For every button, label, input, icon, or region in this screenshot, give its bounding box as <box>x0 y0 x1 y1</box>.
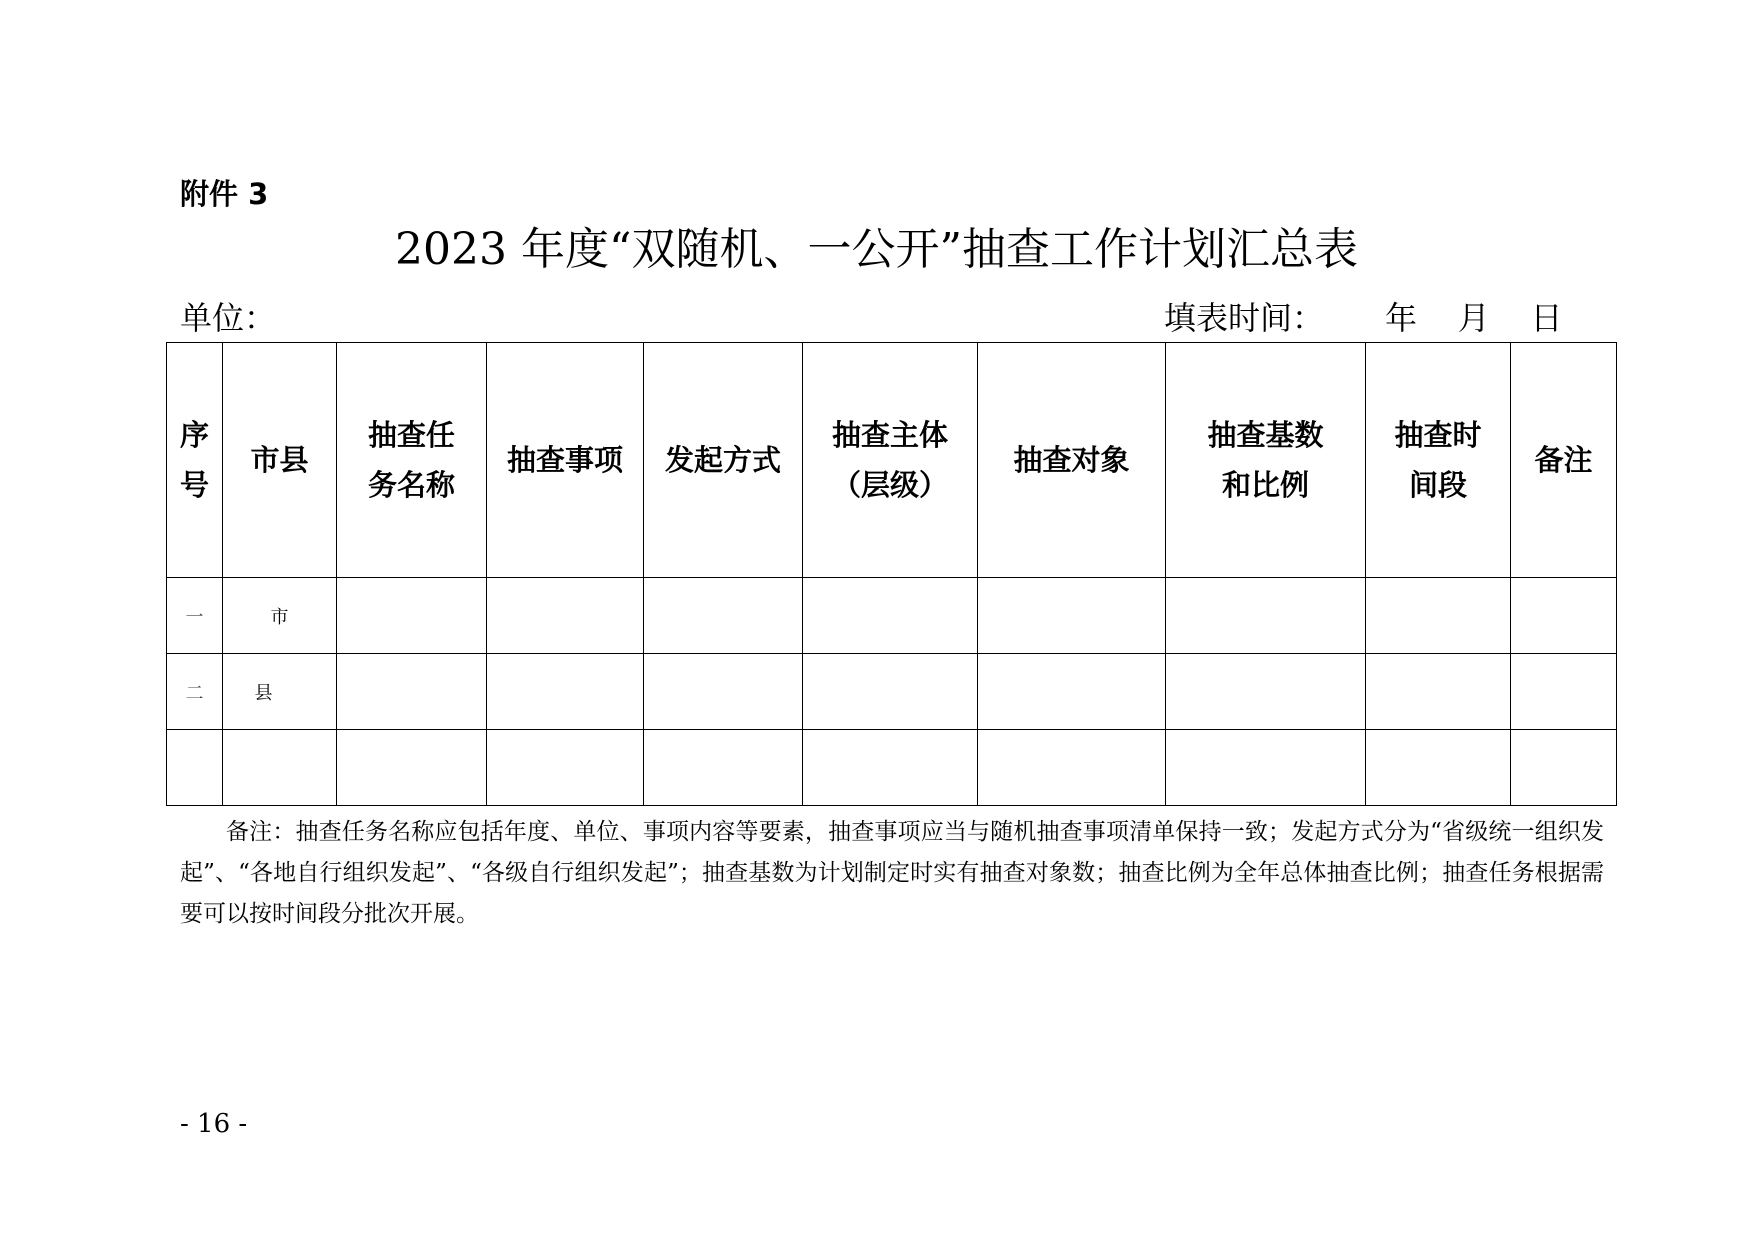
cell-inspection-subject <box>803 730 978 806</box>
header-time-period: 抽查时 间段 <box>1366 343 1511 578</box>
unit-label: 单位： <box>180 299 277 337</box>
cell-inspection-subject <box>803 578 978 654</box>
cell-base-and-ratio <box>1166 654 1366 730</box>
cell-task-name <box>337 578 487 654</box>
cell-inspection-item <box>487 654 644 730</box>
attachment-label: 附件 3 <box>180 177 269 211</box>
cell-remarks <box>1511 578 1617 654</box>
header-city-county: 市县 <box>223 343 337 578</box>
table-note: 备注：抽查任务名称应包括年度、单位、事项内容等要素，抽查事项应当与随机抽查事项清单保持一致；发起方式分为“省级统一组织发起”、“各地自行组织发起”、“各级自行组织发起”；抽查基数为计划制定时实有抽查对象数；抽查比例为全年总体抽查比例；抽查任务根据需要可以按时间段分批次开展。 <box>180 819 1604 927</box>
cell-inspection-item <box>487 730 644 806</box>
header-inspection-object: 抽查对象 <box>978 343 1166 578</box>
header-inspection-item: 抽查事项 <box>487 343 644 578</box>
header-base-and-ratio: 抽查基数 和比例 <box>1166 343 1366 578</box>
cell-inspection-object <box>978 730 1166 806</box>
row-seq <box>167 730 223 806</box>
row-seq: 一 <box>167 578 223 654</box>
cell-time-period <box>1366 654 1511 730</box>
month-label: 月 <box>1457 299 1490 337</box>
cell-initiation-method <box>644 578 803 654</box>
header-task-name: 抽查任 务名称 <box>337 343 487 578</box>
fill-date-line <box>1164 296 1562 340</box>
cell-inspection-item <box>487 578 644 654</box>
cell-time-period <box>1366 730 1511 806</box>
page-number: - 16 - <box>180 1109 248 1139</box>
row-region: 县 <box>223 654 337 730</box>
table-row <box>167 654 1617 730</box>
row-seq: 二 <box>167 654 223 730</box>
row-region <box>223 730 337 806</box>
cell-remarks <box>1511 654 1617 730</box>
table-row <box>167 730 1617 806</box>
fill-date-label: 填表时间： <box>1164 299 1325 337</box>
table-header-row <box>167 343 1617 578</box>
row-region: 市 <box>223 578 337 654</box>
day-label: 日 <box>1530 299 1563 337</box>
cell-remarks <box>1511 730 1617 806</box>
cell-task-name <box>337 654 487 730</box>
cell-inspection-object <box>978 578 1166 654</box>
cell-inspection-subject <box>803 654 978 730</box>
cell-task-name <box>337 730 487 806</box>
table-row <box>167 578 1617 654</box>
cell-time-period <box>1366 578 1511 654</box>
page-title: 2023 年度“双随机、一公开”抽查工作计划汇总表 <box>395 224 1358 275</box>
cell-inspection-object <box>978 654 1166 730</box>
header-seq: 序 号 <box>167 343 223 578</box>
cell-base-and-ratio <box>1166 578 1366 654</box>
cell-base-and-ratio <box>1166 730 1366 806</box>
cell-initiation-method <box>644 730 803 806</box>
header-inspection-subject: 抽查主体 （层级） <box>803 343 978 578</box>
plan-summary-table <box>166 342 1617 806</box>
cell-initiation-method <box>644 654 803 730</box>
header-remarks: 备注 <box>1511 343 1617 578</box>
year-label: 年 <box>1385 299 1418 337</box>
header-initiation-method: 发起方式 <box>644 343 803 578</box>
